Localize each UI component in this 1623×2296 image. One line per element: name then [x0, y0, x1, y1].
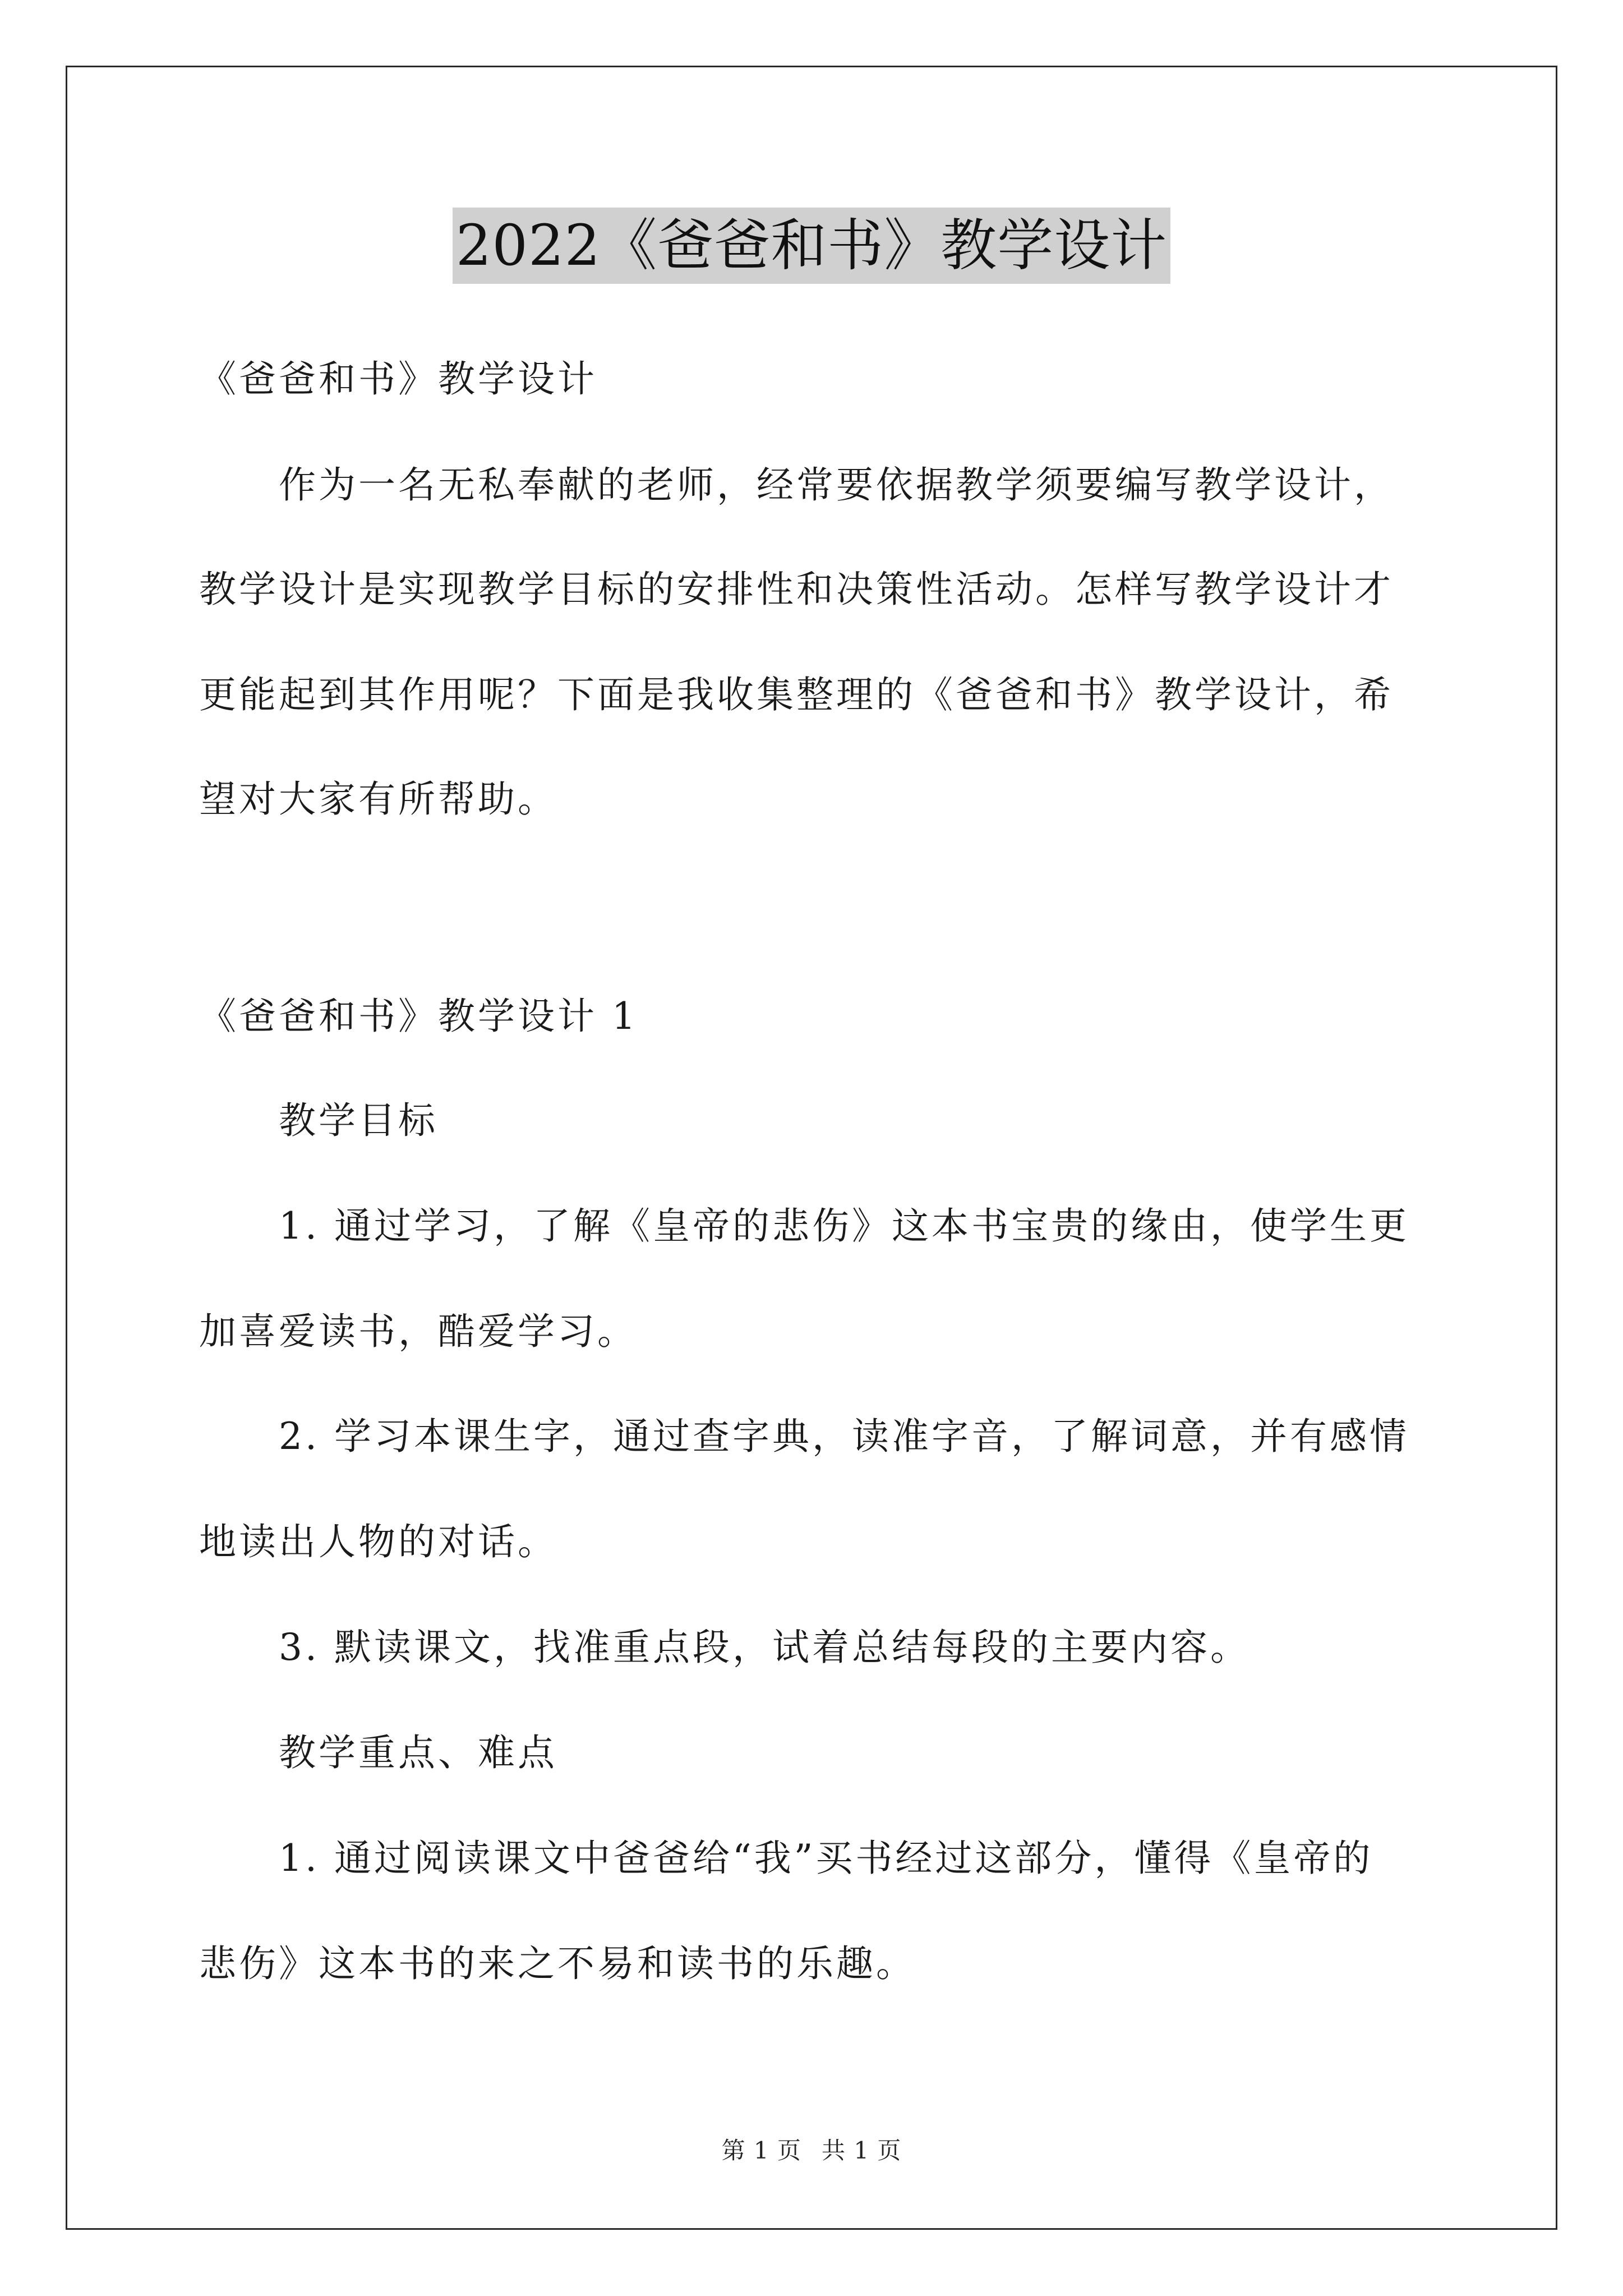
paragraph-line: 加喜爱读书，酷爱学习。 [199, 1310, 637, 1353]
paragraph-line: 悲伤》这本书的来之不易和读书的乐趣。 [199, 1942, 916, 1985]
title-container [0, 208, 1623, 284]
paragraph-line: 2. 学习本课生字，通过查字典，读准字音，了解词意，并有感情 [279, 1415, 1409, 1458]
page-footer [0, 2136, 1623, 2165]
paragraph-line: 望对大家有所帮助。 [199, 777, 557, 821]
paragraph-line: 更能起到其作用呢？下面是我收集整理的《爸爸和书》教学设计，希 [199, 673, 1394, 716]
document-title: 2022《爸爸和书》教学设计 [453, 208, 1171, 284]
section-heading: 《爸爸和书》教学设计 1 [199, 995, 638, 1038]
paragraph-line: 3. 默读课文，找准重点段，试着总结每段的主要内容。 [279, 1626, 1250, 1669]
page-total: 共 1 页 [822, 2137, 902, 2164]
section-heading: 《爸爸和书》教学设计 [199, 357, 597, 401]
paragraph-line: 作为一名无私奉献的老师，经常要依据教学须要编写教学设计， [279, 463, 1394, 507]
paragraph-line: 1. 通过学习，了解《皇帝的悲伤》这本书宝贵的缘由，使学生更 [279, 1204, 1409, 1248]
paragraph-line: 地读出人物的对话。 [199, 1520, 557, 1563]
subheading: 教学目标 [279, 1099, 438, 1142]
subheading: 教学重点、难点 [279, 1731, 557, 1774]
paragraph-line: 1. 通过阅读课文中爸爸给“我”买书经过这部分，懂得《皇帝的 [279, 1837, 1373, 1880]
paragraph-line: 教学设计是实现教学目标的安排性和决策性活动。怎样写教学设计才 [199, 568, 1394, 611]
page-number: 第 1 页 [721, 2137, 801, 2164]
